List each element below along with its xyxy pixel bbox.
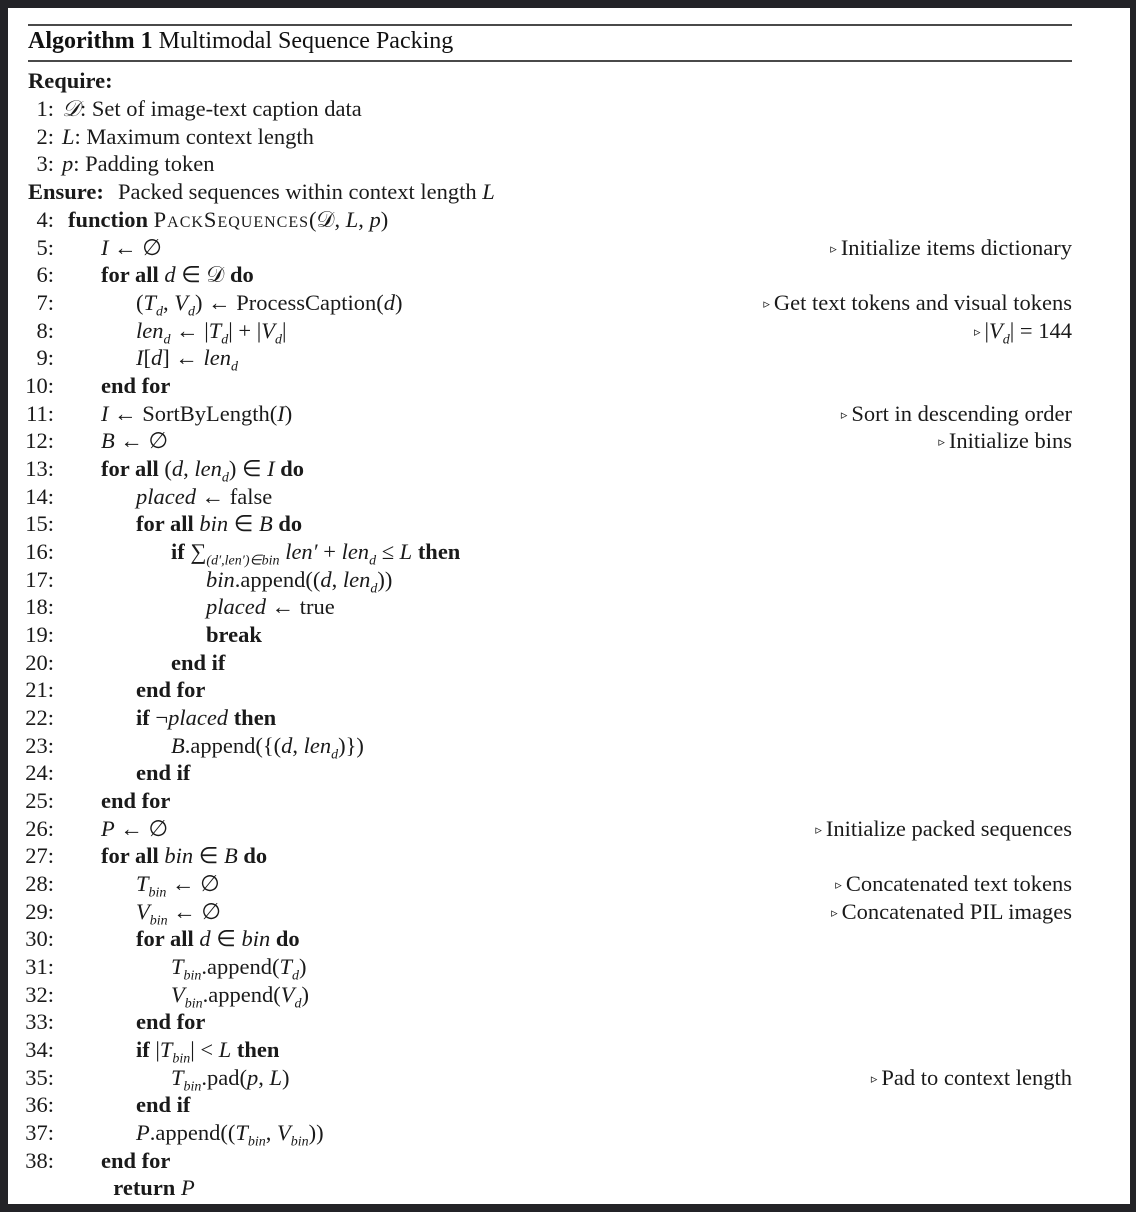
code-statement: P ← ∅ xyxy=(101,815,169,841)
comment-triangle-icon: ▹ xyxy=(938,434,945,450)
algorithm-page xyxy=(8,8,1130,1204)
line-number: 27: xyxy=(25,843,54,869)
line-number: 21: xyxy=(25,677,54,703)
code-line xyxy=(8,1037,1130,1065)
line-number: 28: xyxy=(25,871,54,897)
line-number: 20: xyxy=(25,649,54,675)
line-number: 35: xyxy=(25,1064,54,1090)
code-statement: for all d ∈ 𝒟 do xyxy=(101,262,254,288)
require-item xyxy=(8,151,1130,179)
require-text: p: Padding token xyxy=(62,151,215,177)
code-statement: end if xyxy=(136,760,191,786)
require-header xyxy=(8,68,1130,96)
code-comment: ▹ Pad to context length xyxy=(870,1064,1072,1090)
code-line xyxy=(8,1092,1130,1120)
require-text: 𝒟: Set of image-text caption data xyxy=(62,96,362,121)
line-number: 16: xyxy=(25,539,54,565)
code-line xyxy=(8,843,1130,871)
code-comment: ▹ Initialize items dictionary xyxy=(830,234,1072,260)
code-statement: $V_{bin}$ ← ∅ xyxy=(136,898,221,929)
code-statement: return P xyxy=(113,1175,195,1201)
line-number: 17: xyxy=(25,566,54,592)
code-line xyxy=(8,705,1130,733)
code-comment: ▹ Concatenated PIL images xyxy=(831,898,1072,924)
line-number: 24: xyxy=(25,760,54,786)
line-number: 18: xyxy=(25,594,54,620)
code-line xyxy=(8,899,1130,927)
code-line xyxy=(8,373,1130,401)
ensure-line xyxy=(8,179,1130,207)
code-statement: $V_{bin}.append(V_d)$ xyxy=(171,981,309,1012)
code-statement: break xyxy=(206,622,262,648)
line-number: 2: xyxy=(36,123,54,149)
line-number: 4: xyxy=(36,207,54,232)
code-line xyxy=(8,1120,1130,1148)
code-line xyxy=(8,511,1130,539)
comment-triangle-icon: ▹ xyxy=(831,904,838,920)
code-comment: ▹ Concatenated text tokens xyxy=(835,871,1072,897)
algorithm-title xyxy=(28,28,453,55)
code-line xyxy=(8,318,1130,346)
code-statement: if ¬placed then xyxy=(136,705,277,731)
line-number: 23: xyxy=(25,732,54,758)
code-line xyxy=(8,401,1130,429)
code-line xyxy=(8,262,1130,290)
code-line xyxy=(8,428,1130,456)
line-number: 36: xyxy=(25,1092,54,1118)
line-number: 30: xyxy=(25,926,54,952)
code-line xyxy=(8,484,1130,512)
code-statement: I ← SortByLength(I) xyxy=(101,400,293,426)
code-statement: for all bin ∈ B do xyxy=(136,511,303,537)
comment-triangle-icon: ▹ xyxy=(830,240,837,256)
title-rule xyxy=(28,60,1072,62)
code-statement: function PackSequences(𝒟, L, p) xyxy=(68,207,389,232)
ensure-text: Packed sequences within context length L xyxy=(118,179,495,204)
code-comment: ▹ $|V_d| = 144$ xyxy=(974,317,1072,348)
comment-triangle-icon: ▹ xyxy=(835,877,842,893)
code-statement: end if xyxy=(171,649,226,675)
code-statement: end if xyxy=(136,1092,191,1118)
code-statement: for all d ∈ bin do xyxy=(136,926,300,952)
line-number: 26: xyxy=(25,815,54,841)
code-statement: placed ← false xyxy=(136,483,273,509)
line-number: 8: xyxy=(36,317,54,343)
code-statement: end for xyxy=(136,1009,206,1035)
code-line xyxy=(8,677,1130,705)
code-statement: B ← ∅ xyxy=(101,428,169,454)
line-number: 22: xyxy=(25,705,54,731)
line-number: 31: xyxy=(25,954,54,980)
line-number: 13: xyxy=(25,456,54,482)
code-statement: I ← ∅ xyxy=(101,234,162,260)
require-item xyxy=(8,124,1130,152)
comment-triangle-icon: ▹ xyxy=(870,1070,878,1086)
line-number: 5: xyxy=(36,234,54,260)
line-number: 34: xyxy=(25,1037,54,1063)
line-number: 6: xyxy=(36,262,54,288)
code-statement: end for xyxy=(101,1147,171,1173)
code-line xyxy=(8,926,1130,954)
comment-triangle-icon: ▹ xyxy=(815,821,822,837)
line-number: 1: xyxy=(36,96,54,121)
code-comment: ▹ Initialize bins xyxy=(938,428,1072,454)
code-statement: $T_{bin}$ ← ∅ xyxy=(136,871,220,901)
code-statement: if $\sum_{(d',len')\in bin}$ len′ + len$_d$ ≤ L then xyxy=(171,539,461,569)
top-rule xyxy=(28,24,1072,26)
line-number: 37: xyxy=(25,1120,54,1146)
code-line xyxy=(8,982,1130,1010)
code-line xyxy=(8,954,1130,982)
code-line xyxy=(8,290,1130,318)
require-label: Require: xyxy=(28,68,113,93)
code-line xyxy=(8,207,1130,235)
code-comment: ▹ Sort in descending order xyxy=(840,400,1072,426)
code-statement: $T_{bin}.pad(p$, L) xyxy=(171,1064,290,1095)
line-number: 7: xyxy=(36,290,54,315)
line-number: 32: xyxy=(25,981,54,1007)
code-comment: ▹ Get text tokens and visual tokens xyxy=(763,290,1072,315)
code-statement: if $|T_{bin}| < L$ then xyxy=(136,1037,280,1067)
code-line xyxy=(8,456,1130,484)
code-statement: end for xyxy=(101,788,171,814)
code-line xyxy=(8,594,1130,622)
require-item xyxy=(8,96,1130,124)
code-statement: bin.append((d, len$_d$)) xyxy=(206,566,393,597)
code-line xyxy=(8,1065,1130,1093)
line-number: 9: xyxy=(36,345,54,371)
code-line xyxy=(8,1009,1130,1037)
line-number: 14: xyxy=(25,483,54,509)
code-line xyxy=(8,871,1130,899)
code-line xyxy=(8,1175,1130,1203)
require-text: L: Maximum context length xyxy=(62,123,314,149)
code-statement: placed ← true xyxy=(206,594,335,620)
code-statement: len$_d$ ← $|T_d| + |V_d|$ xyxy=(136,317,287,348)
comment-triangle-icon: ▹ xyxy=(763,296,770,311)
code-line xyxy=(8,650,1130,678)
code-statement: $P.append((T_{bin}$, $V_{bin}$)) xyxy=(136,1120,324,1150)
code-statement: for all bin ∈ B do xyxy=(101,843,268,869)
code-statement: I[d] ← len$_d$ xyxy=(136,345,238,375)
line-number: 19: xyxy=(25,622,54,648)
code-statement: end for xyxy=(136,677,206,703)
line-number: 29: xyxy=(25,898,54,924)
code-comment: ▹ Initialize packed sequences xyxy=(815,815,1072,841)
line-number: 10: xyxy=(25,373,54,399)
line-number: 25: xyxy=(25,788,54,814)
ensure-label: Ensure: xyxy=(28,179,104,204)
code-line xyxy=(8,235,1130,263)
code-line xyxy=(8,539,1130,567)
code-statement: end for xyxy=(101,373,171,399)
code-statement: for all (d, len$_d$) ∈ I do xyxy=(101,456,305,486)
code-line xyxy=(8,622,1130,650)
comment-triangle-icon: ▹ xyxy=(974,323,981,339)
line-number: 3: xyxy=(36,151,54,177)
line-number: 12: xyxy=(25,428,54,454)
algorithm-name: Multimodal Sequence Packing xyxy=(158,28,454,54)
code-statement: ($T_d$, $V_d$) ← ProcessCaption(d) xyxy=(136,290,403,320)
code-line xyxy=(8,733,1130,761)
line-number: 11: xyxy=(26,400,54,426)
line-number: 38: xyxy=(25,1147,54,1173)
code-line xyxy=(8,1148,1130,1176)
algorithm-label: Algorithm 1 xyxy=(28,28,153,54)
code-line xyxy=(8,788,1130,816)
code-line xyxy=(8,567,1130,595)
comment-triangle-icon: ▹ xyxy=(840,406,848,422)
code-line xyxy=(8,816,1130,844)
line-number: 15: xyxy=(25,511,54,537)
code-line xyxy=(8,760,1130,788)
code-statement: $T_{bin}.append(T_d)$ xyxy=(171,954,307,984)
code-statement: B.append({(d, len$_d$)}) xyxy=(171,732,364,763)
line-number: 33: xyxy=(25,1009,54,1035)
code-line xyxy=(8,345,1130,373)
